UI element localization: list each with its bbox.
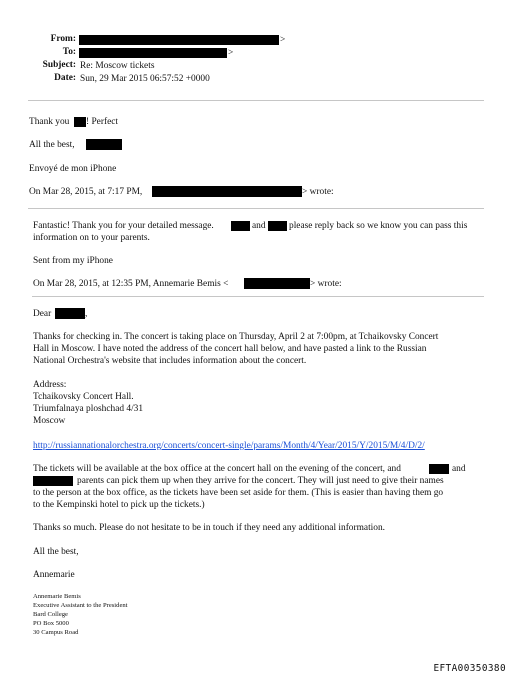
reply1-closing: All the best, xyxy=(29,140,75,150)
para1-line3: National Orchestra's website that includes information about the concert. xyxy=(33,356,307,366)
reply2-line1-suffix: please reply back so we know you can pass this xyxy=(289,221,468,231)
original-name: Annemarie xyxy=(33,570,75,580)
redaction-block xyxy=(79,35,279,45)
redaction-block xyxy=(268,221,287,231)
address-line2: Triumfalnaya ploshchad 4/31 xyxy=(33,404,144,414)
redaction-block xyxy=(74,117,86,127)
concert-link[interactable]: http://russiannationalorchestra.org/concerts/concert-single/params/Month/4/Year/2015/Y/2015/M/4/D/2/ xyxy=(33,441,425,451)
redaction-block xyxy=(86,139,122,150)
redaction-block xyxy=(79,48,227,58)
reply2-quote-suffix: > wrote: xyxy=(310,279,342,289)
signature-street: 30 Campus Road xyxy=(33,629,79,636)
reply2-line1-prefix: Fantastic! Thank you for your detailed message. xyxy=(33,221,214,231)
quote-divider xyxy=(28,208,484,209)
para1-line2: Hall in Moscow. I have noted the address of the concert hall below, and have pasted a link to the Russian xyxy=(33,344,427,354)
signature-pobox: PO Box 5000 xyxy=(33,620,69,627)
redaction-block xyxy=(55,308,88,319)
date-value: Sun, 29 Mar 2015 06:57:52 +0000 xyxy=(80,74,210,84)
subject-label: Subject: xyxy=(42,60,76,70)
subject-value: Re: Moscow tickets xyxy=(80,61,155,71)
para2-line2: parents can pick them up when they arrive for the concert. They will just need to give their names xyxy=(77,476,444,486)
para2-line4: to the Kempinski hotel to pick up the tickets.) xyxy=(33,500,205,510)
to-suffix: > xyxy=(228,48,234,58)
header-divider xyxy=(28,100,484,101)
para3: Thanks so much. Please do not hesitate to be in touch if they need any additional information. xyxy=(33,523,386,533)
thanks-suffix: ! Perfect xyxy=(86,117,119,127)
reply1-device: Envoyé de mon iPhone xyxy=(29,164,117,174)
redaction-block xyxy=(33,476,73,486)
salutation-suffix: , xyxy=(85,309,88,319)
redaction-block xyxy=(152,186,302,197)
reply1-quote-intro: On Mar 28, 2015, at 7:17 PM, xyxy=(29,187,143,197)
redaction-block xyxy=(429,464,449,474)
reply2-device: Sent from my iPhone xyxy=(33,256,113,266)
para2-line3: to the person at the box office, as the tickets have been set aside for them. (This is easier than having them go xyxy=(33,488,444,498)
date-label: Date: xyxy=(54,73,76,83)
reply1-quote-suffix: > wrote: xyxy=(302,187,334,197)
thanks-prefix: Thank you xyxy=(29,117,70,127)
to-label: To: xyxy=(62,47,76,57)
para2-line1-and: and xyxy=(452,464,466,474)
signature-name: Annemarie Bemis xyxy=(33,593,81,600)
original-closing: All the best, xyxy=(33,547,79,557)
reply2-line1-and: and xyxy=(252,221,266,231)
para1-line1: Thanks for checking in. The concert is taking place on Thursday, April 2 at 7:00pm, at Tchaikovsky Concert xyxy=(33,332,439,342)
from-suffix: > xyxy=(280,35,286,45)
para2-line1-prefix: The tickets will be available at the box office at the concert hall on the evening of the concert, and xyxy=(33,464,401,474)
bates-number: EFTA00350380 xyxy=(433,663,506,674)
address-line3: Moscow xyxy=(33,416,66,426)
salutation-prefix: Dear xyxy=(33,309,52,319)
address-label: Address: xyxy=(33,380,67,390)
signature-org: Bard College xyxy=(33,611,68,618)
reply2-line2: information on to your parents. xyxy=(33,233,150,243)
redaction-block xyxy=(231,221,250,231)
address-line1: Tchaikovsky Concert Hall. xyxy=(33,392,134,402)
signature-title: Executive Assistant to the President xyxy=(33,602,128,609)
from-label: From: xyxy=(50,34,76,44)
quote-divider xyxy=(32,296,484,297)
redaction-block xyxy=(244,278,310,289)
reply2-quote-intro: On Mar 28, 2015, at 12:35 PM, Annemarie Bemis < xyxy=(33,279,229,289)
